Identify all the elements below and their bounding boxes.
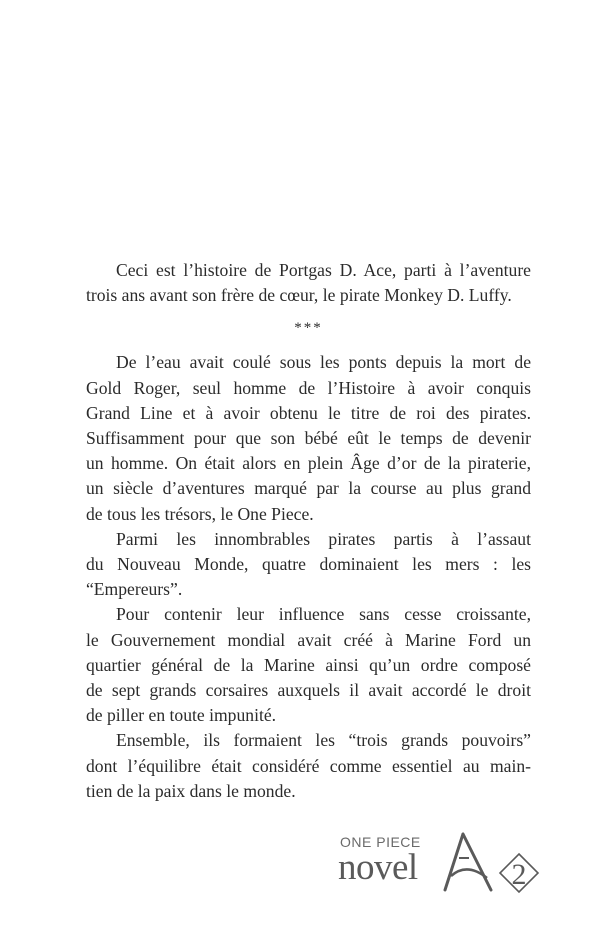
paragraph-line: du Nouveau Monde, quatre dominaient les mers : les [86,554,531,575]
logo-novel-text: novel [338,847,418,888]
paragraph-line: un homme. On était alors en plein Âge d’or de la piraterie, [86,453,531,474]
intro-line: Ceci est l’histoire de Portgas D. Ace, parti à l’aventure [116,260,531,280]
paragraph-line: Ensemble, ils formaient les “trois grands pouvoirs” [116,730,531,751]
logo-triangle-icon [433,828,503,898]
paragraph-line: Pour contenir leur influence sans cesse croissante, [116,604,531,625]
paragraph-line: de tous les trésors, le One Piece. [86,503,314,524]
one-piece-novel-logo [338,828,558,914]
paragraph-line: tien de la paix dans le monde. [86,780,296,801]
paragraph-line: Suffisamment pour que son bébé eût le temps de devenir [86,428,531,449]
paragraph-line: de piller en toute impunité. [86,705,277,726]
paragraph-line: un siècle d’aventures marqué par la course au plus grand [86,478,531,499]
paragraph-line: de sept grands corsaires auxquels il avait accordé le droit [86,680,531,701]
paragraph-line: Parmi les innombrables pirates partis à l’assaut [116,528,531,549]
logo-one-piece-text: ONE PIECE [340,834,421,850]
intro-line: trois ans avant son frère de cœur, le pirate Monkey D. Luffy. [86,285,512,306]
volume-number: 2 [511,858,527,891]
text-block [86,258,531,804]
paragraph-line: quartier général de la Marine ainsi qu’un ordre composé [86,654,531,675]
paragraph-line: le Gouvernement mondial avait créé à Marine Ford un [86,629,531,650]
paragraph-line: De l’eau avait coulé sous les ponts depuis la mort de [116,352,531,373]
paragraph-line: dont l’équilibre était considéré comme essentiel au main- [86,755,531,776]
paragraph-line: Grand Line et à avoir obtenu le titre de roi des pirates. [86,402,531,423]
paragraph-line: Gold Roger, seul homme de l’Histoire à avoir conquis [86,377,531,398]
section-separator: *** [294,320,323,337]
paragraph-line: “Empereurs”. [86,579,183,600]
